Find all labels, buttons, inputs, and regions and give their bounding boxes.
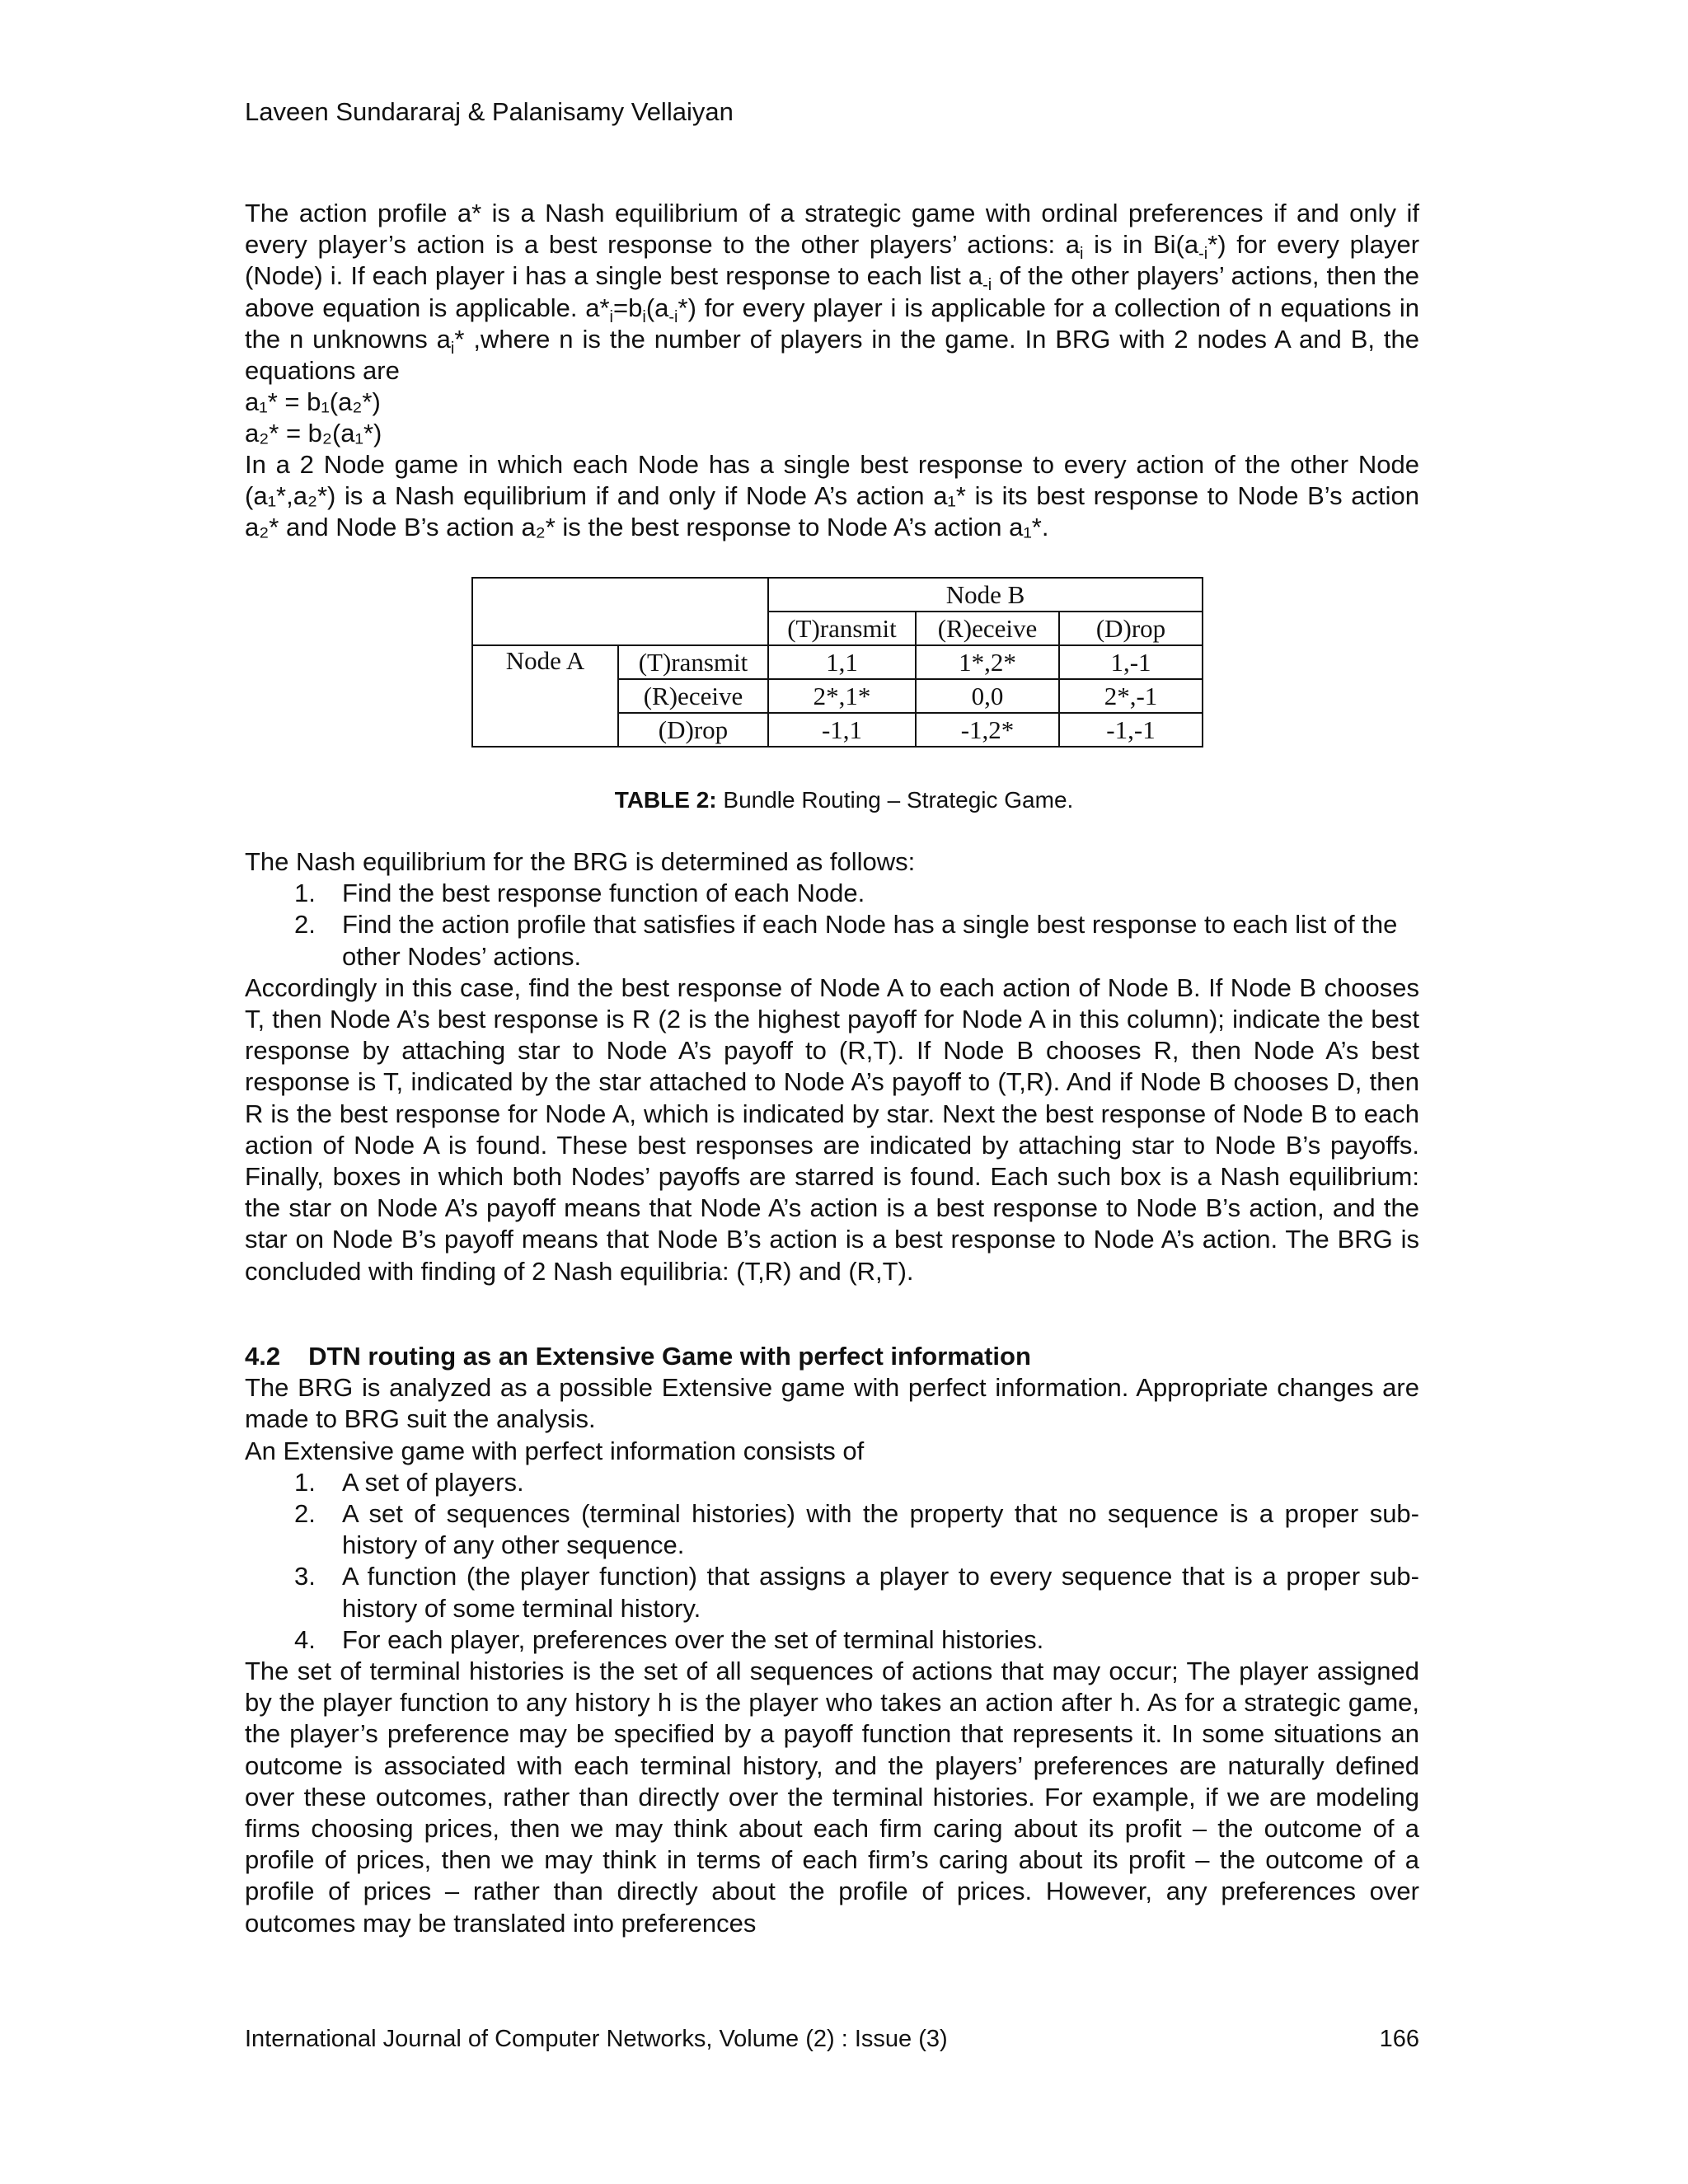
col-header: (R)eceive xyxy=(916,612,1059,645)
payoff-cell: 1*,2* xyxy=(916,645,1059,679)
nash-steps-list xyxy=(245,878,1419,972)
list-item: 1. Find the best response function of each Node. xyxy=(294,879,865,908)
payoff-cell: 2*,-1 xyxy=(1059,679,1203,713)
row-header: (T)ransmit xyxy=(618,645,768,679)
nash-intro: The Nash equilibrium for the BRG is determined as follows: xyxy=(245,847,916,876)
payoff-cell: 1,-1 xyxy=(1059,645,1203,679)
payoff-cell: 1,1 xyxy=(768,645,916,679)
section-4-2 xyxy=(245,1341,1419,1939)
equation-1: a₁* = b₁(a₂*) xyxy=(245,387,381,416)
intro-paragraph: The action profile a* is a Nash equilibrium of a strategic game with ordinal preferences if and only if every player’s action is a best response to the other players’ actions: $a_i$ is in $Bi(a_{-i}*)$ for every player (Node) i. If each player i has a single best response to each list $a_{-i}$ of the other players’ actions, then the above equation is applicable. $a*_i=b_i(a_{-i}*)$ for every player i is applicable for a collection of n equations in the n unknowns $a_i*$ ,where n is the number of players in the game. In BRG with 2 nodes A and B, the equations are xyxy=(245,199,1420,386)
col-group-header: Node B xyxy=(768,578,1203,612)
list-item: 2. Find the action profile that satisfies if each Node has a single best response to each list of the other Nodes’ actions. xyxy=(294,910,1398,971)
section-paragraph: The BRG is analyzed as a possible Extensive game with perfect information. Appropriate changes are made to BRG suit the analysis. xyxy=(245,1373,1419,1434)
payoff-cell: -1,2* xyxy=(916,713,1059,747)
list-item: 2. A set of sequences (terminal histories) with the property that no sequence is a proper sub-history of any other sequence. xyxy=(294,1499,1419,1560)
page-number: 166 xyxy=(1379,2026,1419,2052)
payoff-table xyxy=(471,577,1203,748)
table-row xyxy=(472,645,1203,679)
extensive-game-list xyxy=(245,1467,1419,1656)
list-item: 4. For each player, preferences over the set of terminal histories. xyxy=(294,1624,1044,1654)
section-paragraph: The set of terminal histories is the set of all sequences of actions that may occur; The player assigned by the player function to any history h is the player who takes an action after h. As for a strategic game, the player’s preference may be specified by a payoff function that represents it. In some situations an outcome is associated with each terminal history, and the players’ preferences are naturally defined over these outcomes, rather than directly over the terminal histories. For example, if we are modeling firms choosing prices, then we may think about each firm caring about its profit – the outcome of a profile of prices, then we may think in terms of each firm’s caring about its profit – the outcome of a profile of prices – rather than directly about the profile of prices. However, any preferences over outcomes may be translated into preferences xyxy=(245,1657,1419,1938)
payoff-cell: 2*,1* xyxy=(768,679,916,713)
running-header: Laveen Sundararaj & Palanisamy Vellaiyan xyxy=(245,97,734,126)
corner-cell xyxy=(472,578,768,612)
row-group-header: Node A xyxy=(472,645,618,747)
journal-footer: International Journal of Computer Networks, Volume (2) : Issue (3) xyxy=(245,2026,948,2052)
payoff-table-wrap xyxy=(471,577,1203,748)
row-header: (R)eceive xyxy=(618,679,768,713)
corner-cell-2 xyxy=(472,612,768,645)
nash-explanation: Accordingly in this case, find the best response of Node A to each action of Node B. If Node B chooses T, then Node A’s best response is R (2 is the highest payoff for Node A in this column); indicate the best response by attaching star to Node A’s payoff to (R,T). If Node B chooses R, then Node A’s best response is T, indicated by the star attached to Node A’s payoff to (T,R). And if Node B chooses D, then R is the best response for Node A, which is indicated by star. Next the best response of Node B to each action of Node A is found. These best responses are indicated by attaching star to Node B’s payoffs. Finally, boxes in which both Nodes’ payoffs are starred is found. Each such box is a Nash equilibrium: the star on Node A’s payoff means that Node A’s action is a best response to Node B’s action, and the star on Node B’s payoff means that Node B’s action is a best response to Node A’s action. The BRG is concluded with finding of 2 Nash equilibria: (T,R) and (R,T). xyxy=(245,972,1419,1286)
table-caption: TABLE 2: Bundle Routing – Strategic Game. xyxy=(614,787,1074,813)
equation-2: a₂* = b₂(a₁*) xyxy=(245,419,382,448)
list-item: 1. A set of players. xyxy=(294,1467,524,1497)
nash-section xyxy=(245,846,1419,1287)
col-header: (D)rop xyxy=(1059,612,1203,645)
row-header: (D)rop xyxy=(618,713,768,747)
nash-condition-paragraph: In a 2 Node game in which each Node has a single best response to every action of the other Node (a₁*,a₂*) is a Nash equilibrium if and only if Node A’s action a₁* is its best response to Node B’s action a₂* and Node B’s action a₂* is the best response to Node A’s action a₁*. xyxy=(245,450,1419,542)
section-paragraph: An Extensive game with perfect information consists of xyxy=(245,1436,865,1465)
list-item: 3. A function (the player function) that assigns a player to every sequence that is a proper sub-history of some terminal history. xyxy=(294,1562,1419,1623)
payoff-cell: -1,-1 xyxy=(1059,713,1203,747)
col-header: (T)ransmit xyxy=(768,612,916,645)
section-heading: 4.2 DTN routing as an Extensive Game with perfect information xyxy=(245,1342,1031,1371)
payoff-cell: -1,1 xyxy=(768,713,916,747)
payoff-cell: 0,0 xyxy=(916,679,1059,713)
